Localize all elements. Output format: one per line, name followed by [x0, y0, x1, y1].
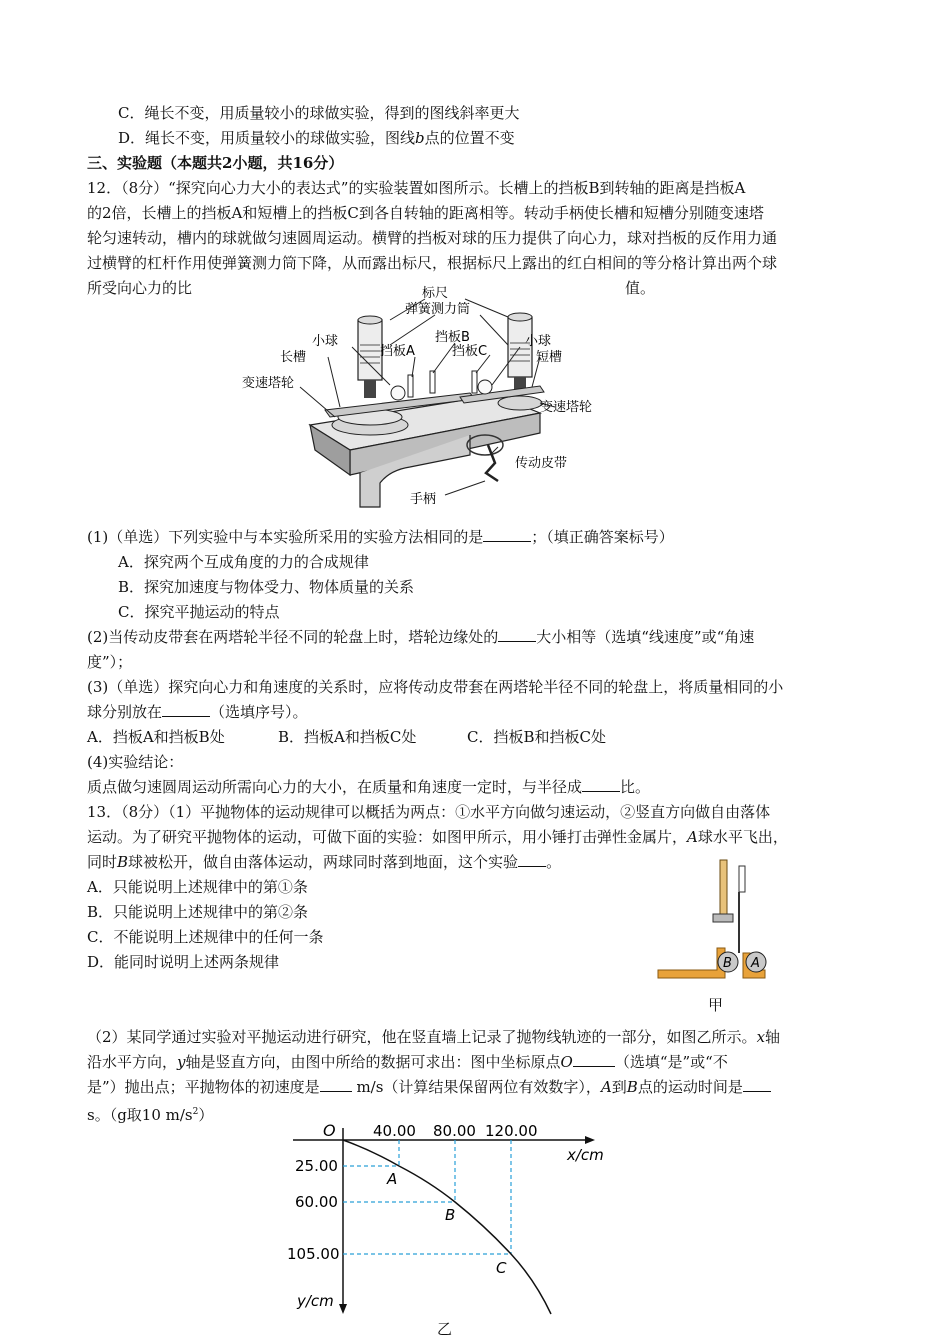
trajectory-graph	[285, 1118, 615, 1318]
figure-jia	[655, 858, 775, 988]
answer-blank[interactable]	[162, 702, 210, 717]
label-ruler: 标尺	[422, 286, 449, 301]
q12-part2: (2)当传动皮带套在两塔轮半径不同的轮盘上时，塔轮边缘处的 大小相等（选填“线速度”或“角速	[87, 628, 755, 646]
q12-part3-option: B．挡板A和挡板C处	[278, 728, 417, 746]
y-tick-label: 60.00	[295, 1193, 338, 1211]
y-tick-label: 105.00	[287, 1245, 340, 1263]
label-ball-left: 小球	[312, 334, 339, 349]
answer-blank[interactable]	[483, 527, 531, 542]
x-tick-label: 80.00	[433, 1122, 476, 1140]
y-axis-label: y/cm	[297, 1292, 334, 1310]
q13-line: 运动。为了研究平抛物体的运动，可做下面的实验：如图甲所示，用小锤打击弹性金属片，A球水平飞出，	[87, 828, 788, 846]
q13-line: 13．（8分）（1）平抛物体的运动规律可以概括为两点：①水平方向做匀速运动，②竖直方向做自由落体	[87, 803, 771, 821]
q12-part1-option: C．探究平抛运动的特点	[118, 603, 280, 621]
label-tower-left: 变速塔轮	[242, 376, 295, 391]
q12-part2-cont: 度”）；	[87, 653, 133, 671]
q13-part2: s。（g取10 $m/s^2$）	[87, 1106, 214, 1124]
q13-option: D．能同时说明上述两条规律	[87, 953, 280, 971]
q13-line: 同时B球被松开，做自由落体运动，两球同时落到地面，这个实验 。	[87, 853, 562, 871]
x-axis-label: x/cm	[567, 1146, 604, 1164]
figure-yi-caption: 乙	[437, 1320, 453, 1338]
label-handle: 手柄	[410, 492, 437, 507]
label-tower-right: 变速塔轮	[540, 400, 593, 415]
q13-part2: （2）某同学通过实验对平抛运动进行研究，他在竖直墙上记录了抛物线轨迹的一部分，如图乙所示。x轴	[87, 1028, 781, 1046]
label-plate-b: 挡板B	[435, 330, 470, 345]
figure-jia-caption: 甲	[708, 996, 724, 1014]
answer-blank[interactable]	[573, 1052, 615, 1067]
option-c-prev: C．绳长不变，用质量较小的球做实验，得到的图线斜率更大	[118, 104, 520, 122]
option-d-prev: D．绳长不变，用质量较小的球做实验，图线b点的位置不变	[118, 129, 515, 147]
q12-stem-line: 所受向心力的比	[87, 279, 193, 297]
label-spring: 弹簧测力筒	[405, 302, 471, 317]
q12-part4-text: 质点做匀速圆周运动所需向心力的大小，在质量和角速度一定时，与半径成 比。	[87, 778, 651, 796]
q12-part1-option: A．探究两个互成角度的力的合成规律	[118, 553, 369, 571]
point-c-label: C	[496, 1259, 507, 1277]
q13-option: A．只能说明上述规律中的第①条	[87, 878, 308, 896]
y-tick-label: 25.00	[295, 1157, 338, 1175]
q13-part2: 沿水平方向，y轴是竖直方向，由图中所给的数据可求出：图中坐标原点O （选填“是”或“不	[87, 1053, 728, 1071]
answer-blank[interactable]	[320, 1077, 352, 1092]
q13-option: B．只能说明上述规律中的第②条	[87, 903, 309, 921]
section-heading: 三、实验题（本题共2小题，共16分）	[87, 154, 344, 172]
point-a-label: A	[387, 1170, 398, 1188]
apparatus-figure	[240, 285, 620, 515]
q12-part3-option: A．挡板A和挡板B处	[87, 728, 225, 746]
q13-part2: 是”）抛出点；平抛物体的初速度是 m/s（计算结果保留两位有效数字），A到B点的运动时间是	[87, 1077, 771, 1097]
q13-option: C．不能说明上述规律中的任何一条	[87, 928, 324, 946]
label-long-groove: 长槽	[280, 350, 307, 365]
point-b-label: B	[445, 1206, 456, 1224]
answer-blank[interactable]	[498, 627, 536, 642]
label-short-groove: 短槽	[536, 350, 563, 365]
ball-b-label: B	[723, 956, 732, 971]
answer-blank[interactable]	[743, 1077, 771, 1092]
q12-stem-line: 轮匀速转动，槽内的球就做匀速圆周运动。横臂的挡板对球的压力提供了向心力，球对挡板的反作用力通	[87, 229, 778, 247]
q12-part1: (1)（单选）下列实验中与本实验所采用的实验方法相同的是 ；（填正确答案标号）	[87, 528, 674, 546]
q12-part1-option: B．探究加速度与物体受力、物体质量的关系	[118, 578, 415, 596]
x-tick-label: 40.00	[373, 1122, 416, 1140]
label-belt: 传动皮带	[515, 456, 568, 471]
q12-stem-line: 过横臂的杠杆作用使弹簧测力筒下降，从而露出标尺，根据标尺上露出的红白相间的等分格计算出两个球	[87, 254, 778, 272]
x-tick-label: 120.00	[485, 1122, 538, 1140]
answer-blank[interactable]	[518, 852, 546, 867]
label-plate-a: 挡板A	[380, 344, 415, 359]
q12-part3: (3)（单选）探究向心力和角速度的关系时，应将传动皮带套在两塔轮半径不同的轮盘上，将质量相同的小	[87, 678, 784, 696]
q12-part4: (4)实验结论：	[87, 753, 184, 771]
q12-stem-line: 的2倍，长槽上的挡板A和短槽上的挡板C到各自转轴的距离相等。转动手柄使长槽和短槽分别随变速塔	[87, 204, 764, 222]
label-plate-c: 挡板C	[452, 344, 488, 359]
q12-part3-option: C．挡板B和挡板C处	[467, 728, 606, 746]
ball-a-label: A	[751, 956, 760, 971]
answer-blank[interactable]	[582, 777, 620, 792]
q12-part3-cont: 球分别放在 （选填序号）。	[87, 703, 308, 721]
q12-stem-line: 12．（8分）“探究向心力大小的表达式”的实验装置如图所示。长槽上的挡板B到转轴的距离是挡板A	[87, 179, 746, 197]
q12-stem-tail: 值。	[625, 279, 656, 297]
label-ball-right: 小球	[525, 334, 552, 349]
origin-label: O	[323, 1121, 336, 1140]
